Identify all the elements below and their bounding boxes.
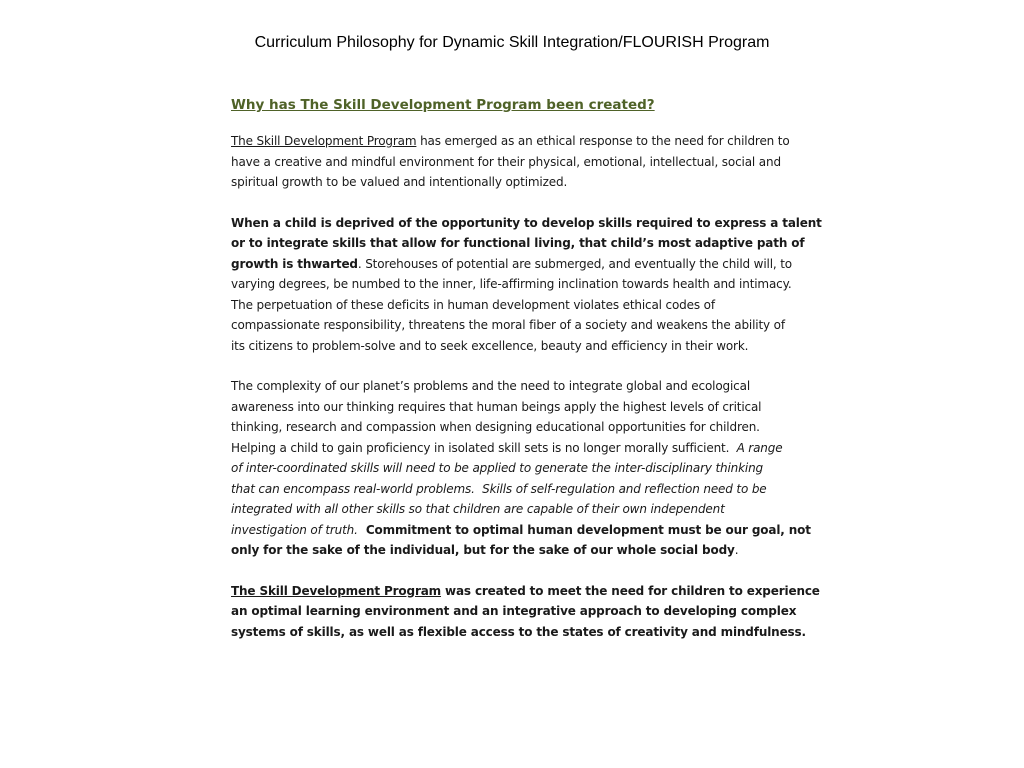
text-run: Helping a child to gain proficiency in isolated skill sets is no longer morally sufficient.	[231, 440, 737, 455]
text-run: .	[734, 543, 739, 557]
paragraph-3-line	[231, 540, 797, 561]
paragraph-3-line: that can encompass real-world problems. Skills of self-regulation and reflection need to be	[231, 481, 767, 496]
paragraph-1-line: spiritual growth to be valued and intentionally optimized.	[231, 175, 568, 189]
program-name-link: The Skill Development Program	[231, 134, 417, 148]
document-heading: Why has The Skill Development Program been created?	[231, 97, 655, 113]
italic-run: investigation of truth.	[231, 522, 358, 537]
text-run: . Storehouses of potential are submerged, and eventually the child will, to	[357, 256, 792, 271]
program-name-link: The Skill Development Program	[231, 583, 442, 598]
paragraph-4-line: systems of skills, as well as flexible access to the states of creativity and mindfulness.	[231, 624, 806, 639]
bold-run: only for the sake of the individual, but for the sake of our whole social body	[231, 543, 735, 557]
paragraph-2-line: The perpetuation of these deficits in human development violates ethical codes of	[231, 297, 715, 312]
paragraph-1-line: have a creative and mindful environment for their physical, emotional, intellectual, social and	[231, 154, 781, 169]
paragraph-2-line: When a child is deprived of the opportunity to develop skills required to express a talent	[231, 215, 822, 230]
paragraph-4	[231, 581, 820, 643]
paragraph-3-line: The complexity of our planet’s problems and the need to integrate global and ecological	[231, 379, 750, 393]
paragraph-3-line: awareness into our thinking requires that human beings apply the highest levels of critical	[231, 399, 762, 414]
paragraph-4-line	[231, 581, 820, 602]
paragraph-2	[231, 213, 822, 357]
paragraph-4-line: an optimal learning environment and an integrative approach to developing complex	[231, 604, 797, 618]
italic-run: A range	[736, 440, 783, 455]
paragraph-2-line: varying degrees, be numbed to the inner, life-affirming inclination towards health and intimacy.	[231, 277, 792, 291]
paragraph-3-line: thinking, research and compassion when designing educational opportunities for children.	[231, 420, 760, 434]
paragraph-3-line: of inter-coordinated skills will need to be applied to generate the inter-disciplinary thinking	[231, 461, 764, 475]
bold-run: Commitment to optimal human development must be our goal, not	[357, 522, 811, 537]
paragraph-2-line: its citizens to problem-solve and to seek excellence, beauty and efficiency in their work.	[231, 338, 749, 353]
paragraph-3-line: integrated with all other skills so that children are capable of their own independent	[231, 502, 725, 516]
paragraph-2-line	[231, 254, 797, 275]
slide-title: Curriculum Philosophy for Dynamic Skill Integration/FLOURISH Program	[254, 34, 770, 51]
paragraph-1-line	[231, 131, 797, 152]
paragraph-2-line: or to integrate skills that allow for functional living, that child’s most adaptive path of	[231, 236, 805, 250]
text-run: has emerged as an ethical response to the need for children to	[416, 134, 790, 148]
bold-run: growth is thwarted	[231, 256, 358, 271]
paragraph-2-line: compassionate responsibility, threatens the moral fiber of a society and weakens the ability of	[231, 318, 785, 332]
bold-run: was created to meet the need for children to experience	[441, 583, 820, 598]
paragraph-1	[231, 131, 797, 193]
document-body	[231, 95, 822, 662]
paragraph-3	[231, 376, 811, 561]
paragraph-3-line	[231, 520, 811, 541]
paragraph-3-line	[231, 438, 797, 459]
